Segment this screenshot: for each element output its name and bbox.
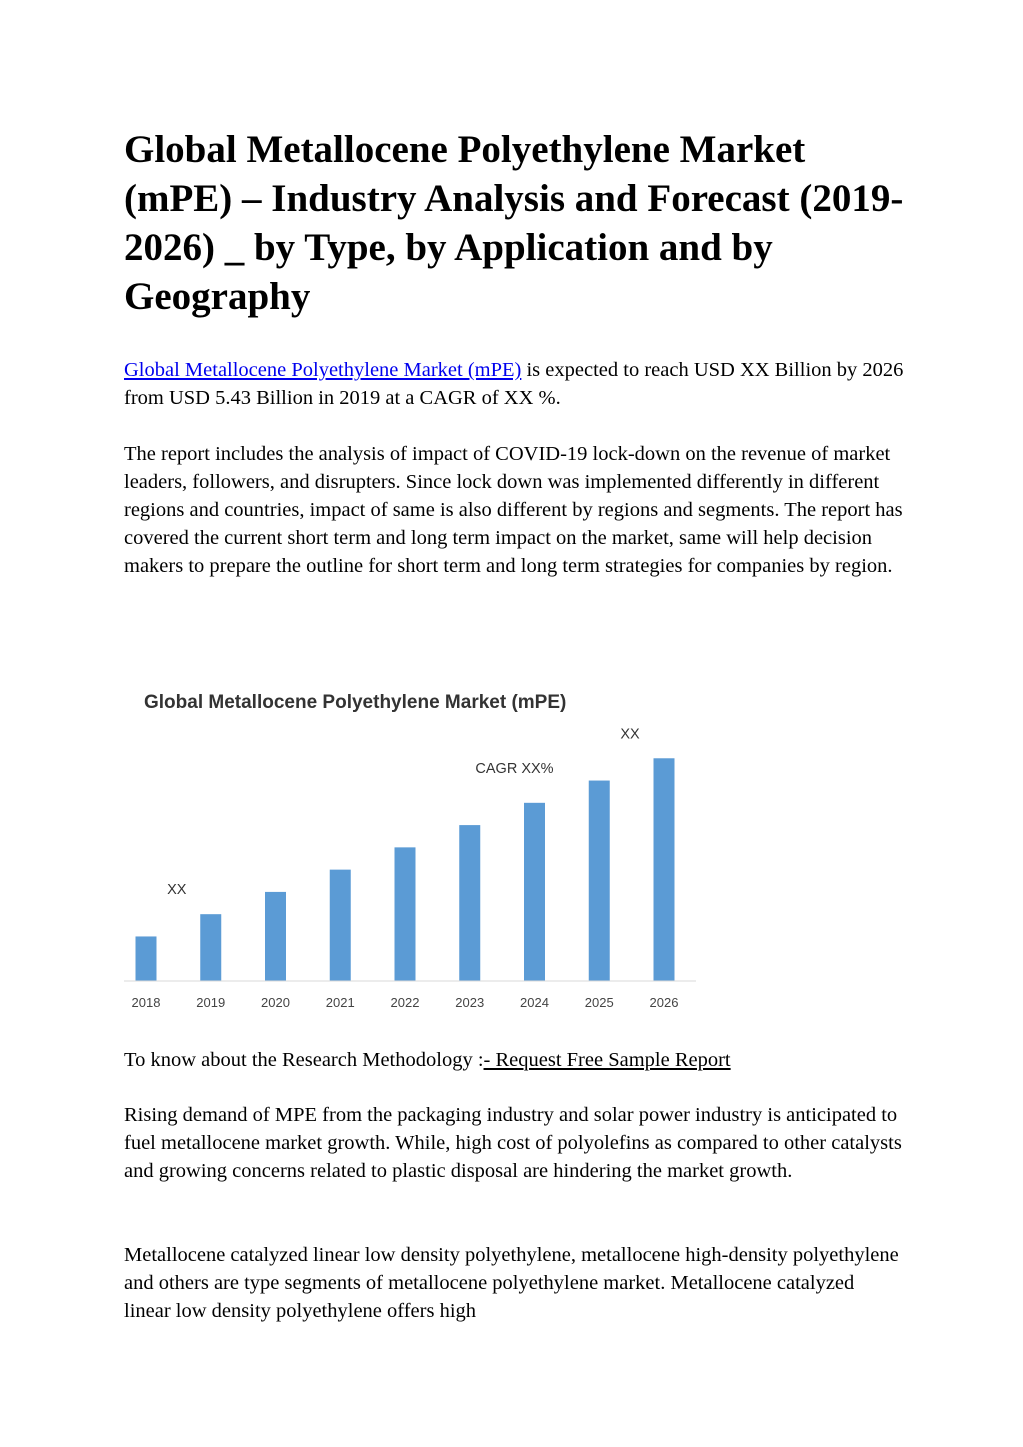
chart-annotation: CAGR XX%: [475, 760, 554, 777]
chart-annotation: XX: [167, 882, 187, 899]
intro-text: is expected to reach USD XX Billion by 2026 from USD 5.43 Billion in 2019 at a CAGR of XX %.: [124, 359, 904, 409]
x-tick-label: 2022: [390, 995, 420, 1010]
bar-2024: [524, 803, 545, 981]
type-paragraph: Metallocene catalyzed linear low density polyethylene, metallocene high-density polyethylene and others are type segments of metallocene polyethylene market. Metallocene catalyzed linear low density polyethylene offers high: [124, 1244, 899, 1322]
x-tick-label: 2019: [196, 995, 226, 1010]
bar-2022: [395, 847, 416, 981]
x-tick-label: 2018: [131, 995, 161, 1010]
market-chart: [124, 676, 724, 1021]
bar-2026: [654, 758, 675, 981]
x-tick-label: 2025: [584, 995, 614, 1010]
bar-2020: [265, 892, 286, 981]
sample-report-link[interactable]: - Request Free Sample Report: [483, 1049, 731, 1071]
x-tick-label: 2024: [520, 995, 549, 1010]
market-bar-chart: [124, 676, 724, 1021]
chart-title: Global Metallocene Polyethylene Market (mPE): [144, 692, 567, 713]
bar-2025: [589, 781, 610, 981]
covid-paragraph: The report includes the analysis of impact of COVID-19 lock-down on the revenue of market leaders, followers, and disrupters. Since lock down was implemented differently in different regions and countries, impact of same is also different by regions and segments. The report has covered the current short term and long term impact on the market, same will help decision makers to prepare the outline for short term and long term strategies for companies by region.: [124, 443, 903, 577]
intro-paragraph: [124, 356, 904, 412]
bar-2019: [200, 914, 221, 981]
bar-2023: [459, 825, 480, 981]
bar-2018: [136, 936, 157, 981]
market-link[interactable]: Global Metallocene Polyethylene Market (mPE): [124, 359, 522, 381]
methodology-line: [124, 1046, 904, 1074]
x-tick-label: 2023: [455, 995, 485, 1010]
bar-2021: [330, 870, 351, 981]
x-tick-label: 2026: [649, 995, 679, 1010]
demand-paragraph: Rising demand of MPE from the packaging industry and solar power industry is anticipated to fuel metallocene market growth. While, high cost of polyolefins as compared to other catalysts and growing concerns related to plastic disposal are hindering the market growth.: [124, 1104, 902, 1182]
methodology-prefix: To know about the Research Methodology :: [124, 1049, 484, 1071]
x-tick-label: 2021: [325, 995, 355, 1010]
chart-annotation: XX: [620, 726, 640, 743]
x-tick-label: 2020: [261, 995, 290, 1010]
page-title: Global Metallocene Polyethylene Market (mPE) – Industry Analysis and Forecast (2019-2026) _ by Type, by Application and by Geography: [124, 128, 904, 318]
